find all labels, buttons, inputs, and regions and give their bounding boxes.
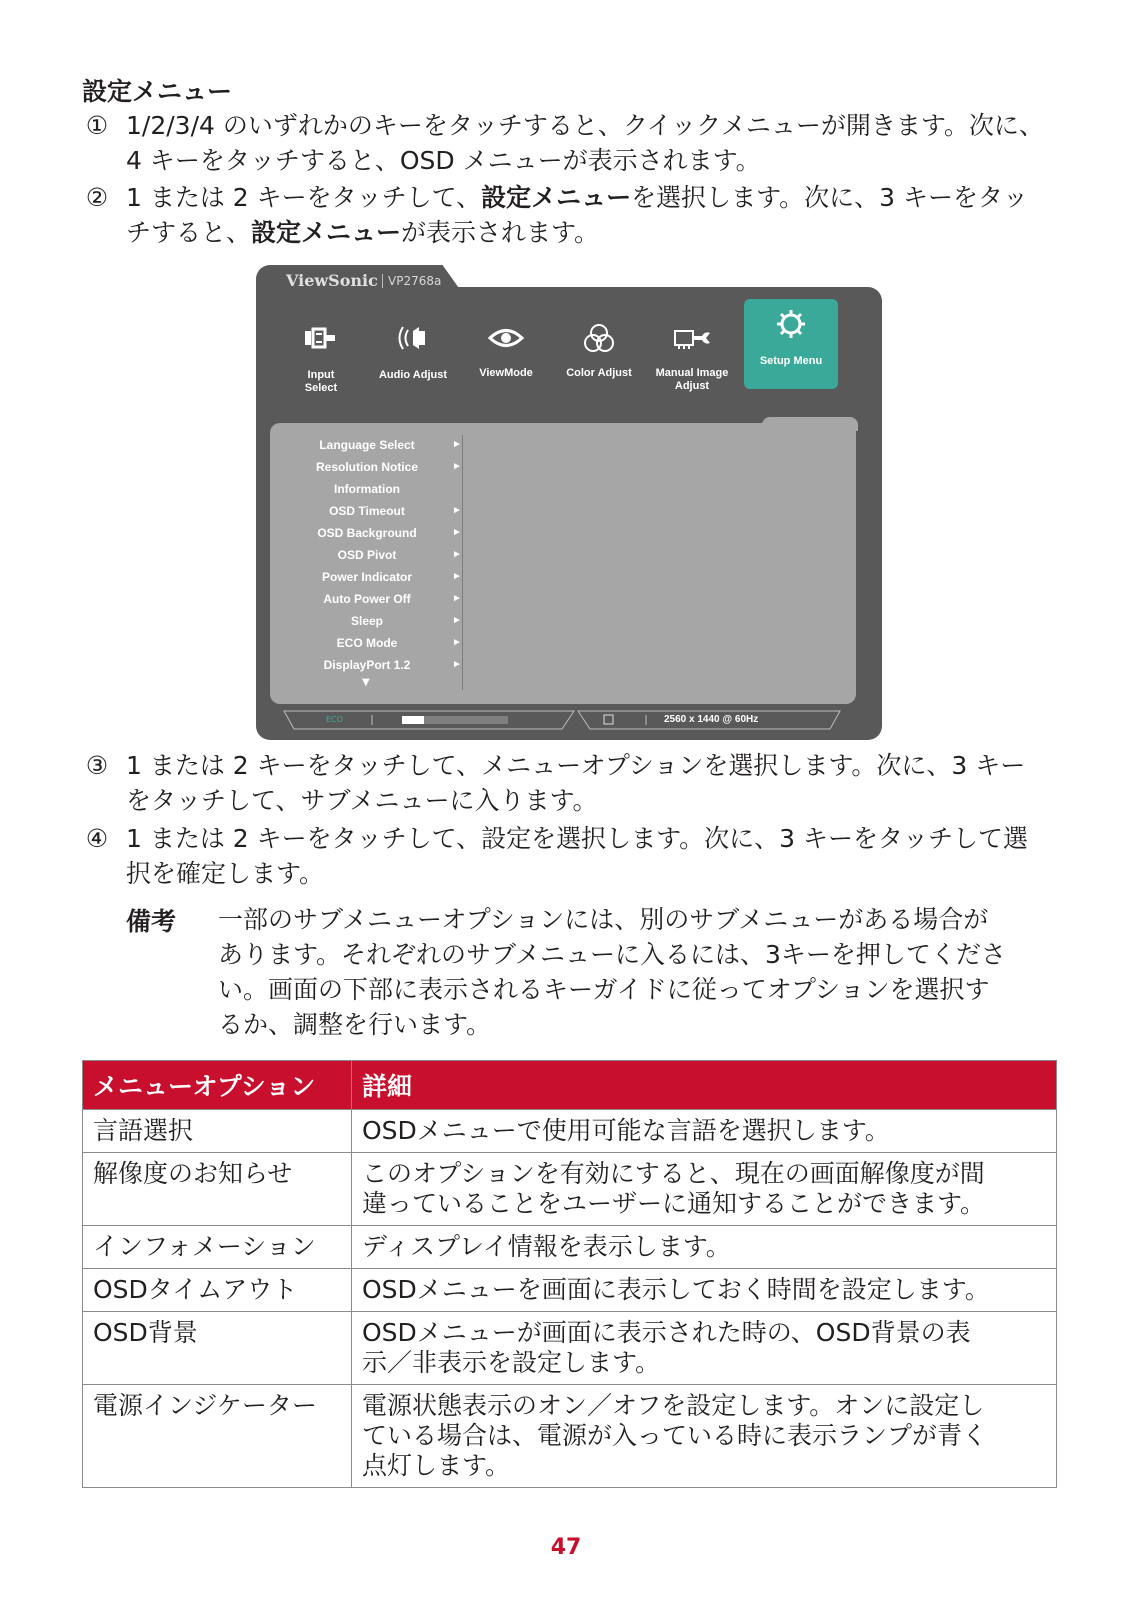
osd-submenu-label: OSD Background — [317, 526, 417, 540]
eye-icon — [486, 321, 526, 355]
osd-submenu-label: ECO Mode — [336, 636, 398, 650]
step-text: を選択します。次に、3 キーをタッ — [631, 183, 1029, 212]
note-line: 一部のサブメニューオプションには、別のサブメニューがある場合が — [218, 905, 989, 934]
osd-submenu-label: Auto Power Off — [323, 592, 411, 606]
menu-label: ViewMode — [479, 367, 533, 379]
osd-submenu-item[interactable] — [270, 567, 470, 589]
table-header-row — [83, 1061, 1057, 1110]
step-emphasis: 設定メニュー — [481, 183, 632, 212]
osd-menu-audio-adjust[interactable] — [366, 311, 460, 401]
arrow-right-icon: ► — [452, 549, 462, 560]
osd-submenu-item[interactable] — [270, 545, 470, 567]
osd-submenu-item[interactable] — [270, 523, 470, 545]
detail-cell — [352, 1226, 1057, 1269]
detail-line: ディスプレイ情報を表示します。 — [362, 1232, 731, 1261]
table-row — [83, 1312, 1057, 1385]
step-text: チすると、 — [126, 218, 252, 247]
note-label: 備考 — [126, 907, 177, 936]
option-cell: インフォメーション — [83, 1226, 352, 1269]
note-line: るか、調整を行います。 — [218, 1010, 492, 1039]
note-line: い。画面の下部に表示されるキーガイドに従ってオプションを選択す — [218, 975, 990, 1004]
detail-line: 点灯します。 — [362, 1451, 511, 1480]
step-3 — [82, 748, 1072, 818]
table-row — [83, 1110, 1057, 1153]
note-text — [218, 902, 1058, 1042]
detail-line: OSDメニューを画面に表示しておく時間を設定します。 — [362, 1275, 990, 1304]
osd-submenu-label: Resolution Notice — [315, 460, 418, 474]
step-1 — [82, 108, 1072, 178]
step-marker: ④ — [85, 824, 109, 853]
osd-submenu-label: Power Indicator — [321, 570, 413, 584]
resolution-readout: 2560 x 1440 @ 60Hz — [664, 714, 759, 725]
detail-cell — [352, 1385, 1057, 1488]
detail-line: 違っていることをユーザーに通知することができます。 — [362, 1189, 986, 1218]
option-cell: 解像度のお知らせ — [83, 1153, 352, 1226]
arrow-right-icon: ► — [452, 593, 462, 604]
detail-line: OSDメニューで使用可能な言語を選択します。 — [362, 1116, 890, 1145]
note-line: あります。それぞれのサブメニューに入るには、3キーを押してくださ — [218, 940, 1006, 969]
menu-label: Adjust — [674, 380, 710, 392]
osd-submenu-item[interactable] — [270, 655, 470, 677]
arrow-right-icon: ► — [452, 527, 462, 538]
table-row — [83, 1385, 1057, 1488]
osd-submenu-item[interactable] — [270, 457, 470, 479]
wrench-icon — [672, 321, 712, 355]
step-text-line: 1/2/3/4 のいずれかのキーをタッチすると、クイックメニューが開きます。次に、 — [126, 111, 1044, 140]
osd-submenu-label: OSD Pivot — [337, 548, 397, 562]
step-marker: ① — [85, 111, 109, 140]
menu-label: Manual Image — [655, 367, 729, 379]
arrow-right-icon: ► — [452, 505, 462, 516]
scroll-down-icon[interactable]: ▼ — [362, 677, 370, 688]
osd-submenu-label: OSD Timeout — [329, 504, 405, 518]
brand-logo: ViewSonic — [286, 271, 378, 290]
menu-label: Setup Menu — [759, 355, 823, 367]
option-cell: OSDタイムアウト — [83, 1269, 352, 1312]
detail-cell — [352, 1312, 1057, 1385]
detail-line: 示／非表示を設定します。 — [362, 1348, 661, 1377]
column-header-option: メニューオプション — [83, 1061, 352, 1110]
step-text-line: をタッチして、サブメニューに入ります。 — [126, 786, 598, 815]
osd-submenu-label: Information — [334, 482, 400, 496]
osd-body — [256, 287, 882, 740]
arrow-right-icon: ► — [452, 659, 462, 670]
step-4 — [82, 821, 1072, 891]
detail-cell — [352, 1269, 1057, 1312]
page-number: 47 — [550, 1535, 582, 1560]
step-text-line: 択を確定します。 — [126, 859, 325, 888]
osd-submenu-panel — [270, 423, 856, 704]
arrow-right-icon: ► — [452, 637, 462, 648]
option-cell: 言語選択 — [83, 1110, 352, 1153]
step-text-line: 1 または 2 キーをタッチして、メニューオプションを選択します。次に、3 キー — [126, 751, 1026, 780]
osd-menu-manual-image-adjust[interactable] — [645, 311, 739, 401]
detail-line: 電源状態表示のオン／オフを設定します。オンに設定し — [362, 1391, 985, 1420]
table-row — [83, 1153, 1057, 1226]
step-text-line: 4 キーをタッチすると、OSD メニューが表示されます。 — [126, 146, 761, 175]
color-circles-icon — [579, 321, 619, 355]
brightness-level-bar — [402, 716, 508, 724]
osd-submenu-label: Sleep — [350, 614, 383, 628]
detail-cell — [352, 1110, 1057, 1153]
table-row — [83, 1269, 1057, 1312]
arrow-right-icon: ► — [452, 615, 462, 626]
osd-submenu-item[interactable] — [270, 501, 470, 523]
option-cell: OSD背景 — [83, 1312, 352, 1385]
arrow-right-icon: ► — [452, 439, 462, 450]
menu-options-table — [82, 1060, 1057, 1488]
menu-label: Select — [304, 382, 338, 394]
osd-menu-input-select[interactable] — [274, 311, 368, 401]
osd-submenu-item[interactable] — [270, 479, 470, 501]
detail-line: このオプションを有効にすると、現在の画面解像度が間 — [362, 1159, 985, 1188]
osd-submenu-label: Language Select — [319, 438, 415, 452]
arrow-right-icon: ► — [452, 571, 462, 582]
osd-submenu-item[interactable] — [270, 633, 470, 655]
step-marker: ② — [85, 183, 109, 212]
gear-icon — [771, 307, 811, 341]
osd-key-guide — [282, 709, 854, 731]
section-title: 設定メニュー — [82, 77, 233, 106]
eco-label: ECO — [326, 715, 343, 724]
osd-menu-color-adjust[interactable] — [552, 311, 646, 401]
detail-line: OSDメニューが画面に表示された時の、OSD背景の表 — [362, 1318, 971, 1347]
osd-menu-setup-menu[interactable] — [744, 299, 838, 389]
step-emphasis: 設定メニュー — [251, 218, 402, 247]
input-icon — [301, 321, 341, 355]
step-marker: ③ — [85, 751, 109, 780]
osd-submenu-list — [270, 435, 470, 677]
model-name: VP2768a — [382, 274, 441, 288]
step-2 — [82, 180, 1072, 250]
osd-submenu-item[interactable] — [270, 611, 470, 633]
option-cell: 電源インジケーター — [83, 1385, 352, 1488]
osd-menu-viewmode[interactable] — [459, 311, 553, 401]
step-text-line: 1 または 2 キーをタッチして、設定を選択します。次に、3 キーをタッチして選 — [126, 824, 1029, 853]
menu-label: Input — [307, 369, 335, 381]
osd-submenu-item[interactable] — [270, 435, 470, 457]
osd-screenshot — [256, 265, 882, 740]
osd-divider — [462, 435, 463, 690]
step-text: が表示されます。 — [401, 218, 600, 247]
detail-cell — [352, 1153, 1057, 1226]
column-header-detail: 詳細 — [352, 1061, 1057, 1110]
input-source-icon — [604, 715, 613, 724]
speaker-icon — [393, 321, 433, 355]
detail-line: ている場合は、電源が入っている時に表示ランプが青く — [362, 1421, 988, 1450]
menu-label: Audio Adjust — [378, 369, 448, 381]
osd-submenu-label: DisplayPort 1.2 — [323, 658, 411, 672]
arrow-right-icon: ► — [452, 461, 462, 472]
table-row — [83, 1226, 1057, 1269]
osd-submenu-item[interactable] — [270, 589, 470, 611]
menu-label: Color Adjust — [566, 367, 632, 379]
step-text: 1 または 2 キーをタッチして、 — [126, 183, 482, 212]
